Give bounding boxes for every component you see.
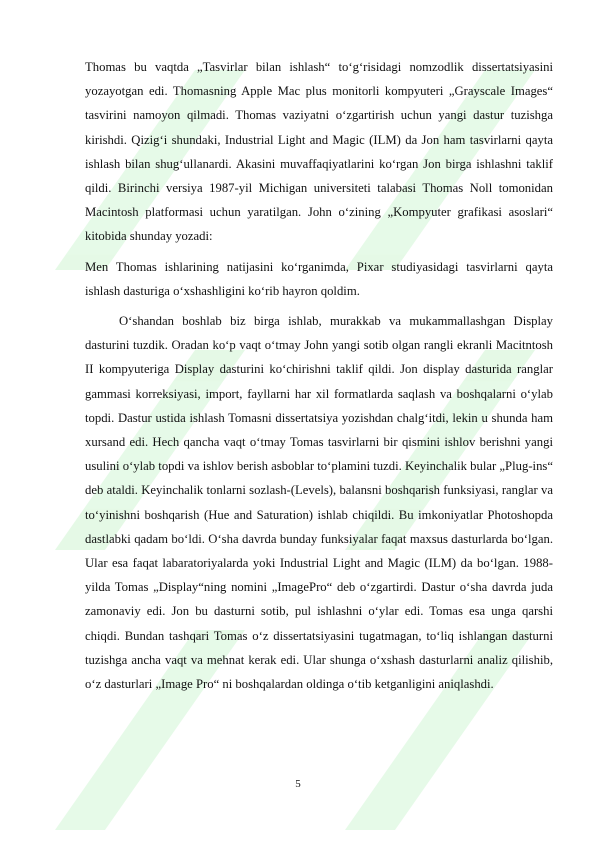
paragraph-3: O‘shandan boshlab biz birga ishlab, murakkab va mukammallashgan Display dasturini tuzdik. Oradan ko‘p vaqt o‘tmay John yangi sotib olgan rangli ekranli Macitntosh II kompyuteriga Display dasturini ko‘chirishni taklif qildi. Jon display dasturida ranglar gammasi korreksiyasi, import, fayllarni har xil formatlarda saqlash va boshqalarni o‘ylab topdi. Dastur ustida ishlash Tomasni dissertatsiya yozishdan chalg‘itdi, lekin u shunda ham xursand edi. Hech qancha vaqt o‘tmay Tomas tasvirlarni bir qismini ishlov berishni yangi usulini o‘ylab topdi va ishlov berish asboblar to‘plamini tuzdi. Keyinchalik bular „Plug-ins“ deb ataldi. Keyinchalik tonlarni sozlash-(Levels), balansni boshqarish funksiyasi, ranglar va to‘yinishni boshqarish (Hue and Saturation) ishlab chiqildi. Bu imkoniyatlar Photoshopda dastlabki qadam bo‘ldi. O‘sha davrda bunday funksiyalar faqat maxsus dasturlarda bo‘lgan. Ular esa faqat labaratoriyalarda yoki Industrial Light and Magic (ILM) da bo‘lgan. 1988-yilda Tomas „Display“ning nomini „ImagePro“ deb o‘zgartirdi. Dastur o‘sha davrda juda zamonaviy edi. Jon bu dasturni sotib, pul ishlashni o‘ylar edi. Tomas esa unga qarshi chiqdi. Bundan tashqari Tomas o‘z dissertatsiyasini tugatmagan, to‘liq ishlangan dasturni tuzishga ancha vaqt va mehnat kerak edi. Ular shunga o‘xshash dasturlarni analiz qilishib, o‘z dasturlari „Image Pro“ ni boshqalardan oldinga o‘tib ketganligini aniqlashdi. bbox=[85, 314, 553, 692]
paragraph-1: Thomas bu vaqtda „Tasvirlar bilan ishlash“ to‘g‘risidagi nomzodlik dissertatsiyasini yozayotgan edi. Thomasning Apple Mac plus monitorli kompyuteri „Grayscale Images“ tasvirini namoyon qilmadi. Thomas vaziyatni o‘zgartirish uchun yangi dastur tuzishga kirishdi. Qizig‘i shundaki, Industrial Light and Magic (ILM) da Jon ham tasvirlarni qayta ishlash bilan shug‘ullanardi. Akasini muvaffaqiyatlarini ko‘rgan Jon birga ishlashni taklif qildi. Birinchi versiya 1987-yil Michigan universiteti talabasi Thomas Noll tomonidan Macintosh platformasi uchun yaratilgan. John o‘zining „Kompyuter grafikasi asoslari“ kitobida shunday yozadi: bbox=[85, 60, 553, 244]
body-text bbox=[85, 55, 553, 696]
paragraph-2-quote: Men Thomas ishlarining natijasini ko‘rganimda, Pixar studiyasidagi tasvirlarni qayta ishlash dasturiga o‘xshashligini ko‘rib hayron qoldim. bbox=[85, 259, 553, 298]
page-number: 5 bbox=[295, 778, 301, 790]
